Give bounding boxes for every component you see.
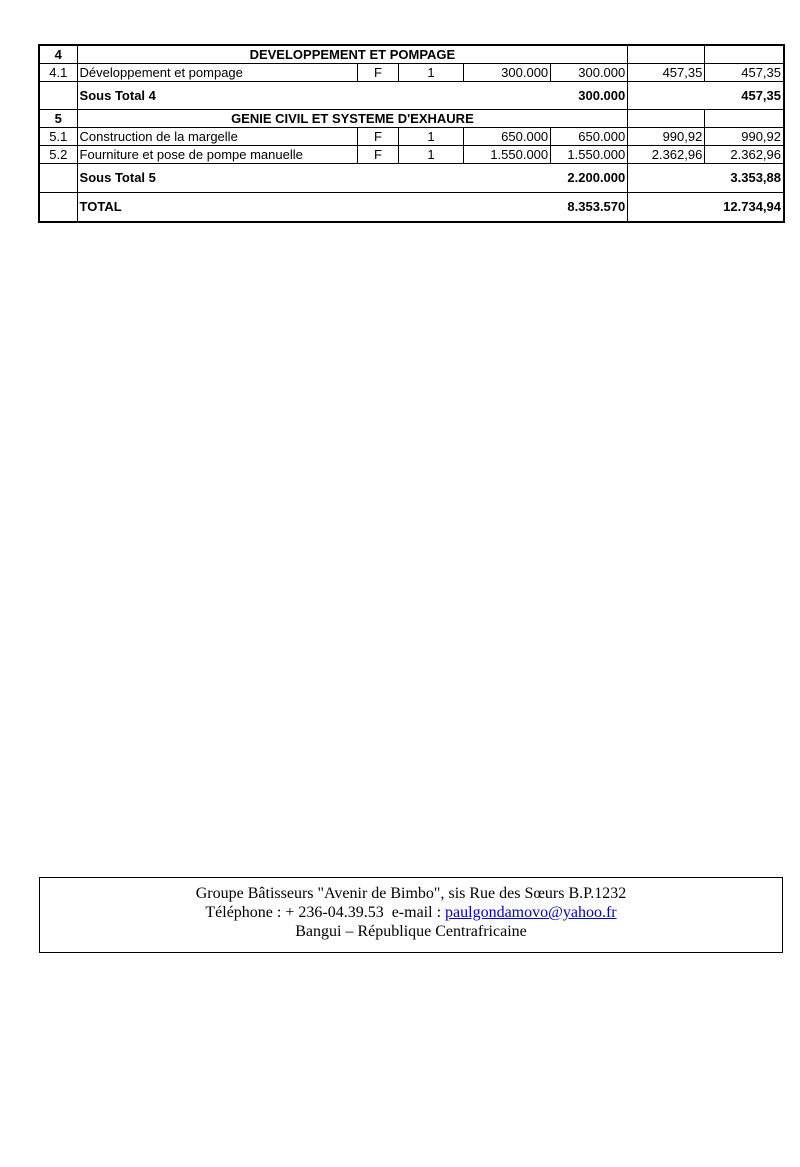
item-unit: F — [357, 64, 398, 82]
footer-line-contact — [40, 903, 782, 922]
item-unit: F — [357, 128, 398, 146]
item-eur-total: 990,92 — [705, 128, 784, 146]
section-title: DEVELOPPEMENT ET POMPAGE — [77, 45, 628, 64]
subtotal-amount: 300.000 — [551, 82, 628, 110]
email-link[interactable]: paulgondamovo@yahoo.fr — [445, 904, 617, 921]
item-label: Construction de la margelle — [77, 128, 357, 146]
item-label: Développement et pompage — [77, 64, 357, 82]
table-row — [39, 64, 784, 82]
subtotal-amount: 2.200.000 — [551, 164, 628, 193]
item-total: 650.000 — [551, 128, 628, 146]
item-total: 300.000 — [551, 64, 628, 82]
section-number: 4 — [39, 45, 77, 64]
item-unit-price: 650.000 — [464, 128, 551, 146]
item-qty: 1 — [398, 146, 463, 164]
item-number: 4.1 — [39, 64, 77, 82]
item-eur-total: 2.362,96 — [705, 146, 784, 164]
footer-line-company: Groupe Bâtisseurs "Avenir de Bimbo", sis Rue des Sœurs B.P.1232 — [195, 885, 627, 902]
table-row — [39, 146, 784, 164]
total-row — [39, 193, 784, 223]
item-unit-price: 1.550.000 — [464, 146, 551, 164]
subtotal-label: Sous Total 4 — [77, 82, 551, 110]
footer-line-address: Bangui – République Centrafricaine — [295, 923, 527, 940]
section-header-row — [39, 45, 784, 64]
section-title: GENIE CIVIL ET SYSTEME D'EXHAURE — [77, 110, 628, 128]
item-eur-unit: 2.362,96 — [628, 146, 705, 164]
total-amount-eur: 12.734,94 — [705, 193, 784, 223]
subtotal-label: Sous Total 5 — [77, 164, 551, 193]
item-unit: F — [357, 146, 398, 164]
item-number: 5.2 — [39, 146, 77, 164]
subtotal-eur: 3.353,88 — [705, 164, 784, 193]
item-qty: 1 — [398, 128, 463, 146]
footer-phone: Téléphone : + 236-04.39.53 e-mail : — [205, 904, 446, 921]
item-number: 5.1 — [39, 128, 77, 146]
section-header-row — [39, 110, 784, 128]
item-label: Fourniture et pose de pompe manuelle — [77, 146, 357, 164]
item-qty: 1 — [398, 64, 463, 82]
table-row — [39, 128, 784, 146]
item-eur-unit: 457,35 — [628, 64, 705, 82]
total-amount: 8.353.570 — [551, 193, 628, 223]
subtotal-row — [39, 164, 784, 193]
budget-table — [38, 44, 785, 223]
subtotal-row — [39, 82, 784, 110]
subtotal-eur: 457,35 — [705, 82, 784, 110]
footer-contact-box — [39, 877, 783, 953]
section-number: 5 — [39, 110, 77, 128]
item-unit-price: 300.000 — [464, 64, 551, 82]
item-eur-unit: 990,92 — [628, 128, 705, 146]
item-total: 1.550.000 — [551, 146, 628, 164]
total-label: TOTAL — [77, 193, 551, 223]
item-eur-total: 457,35 — [705, 64, 784, 82]
